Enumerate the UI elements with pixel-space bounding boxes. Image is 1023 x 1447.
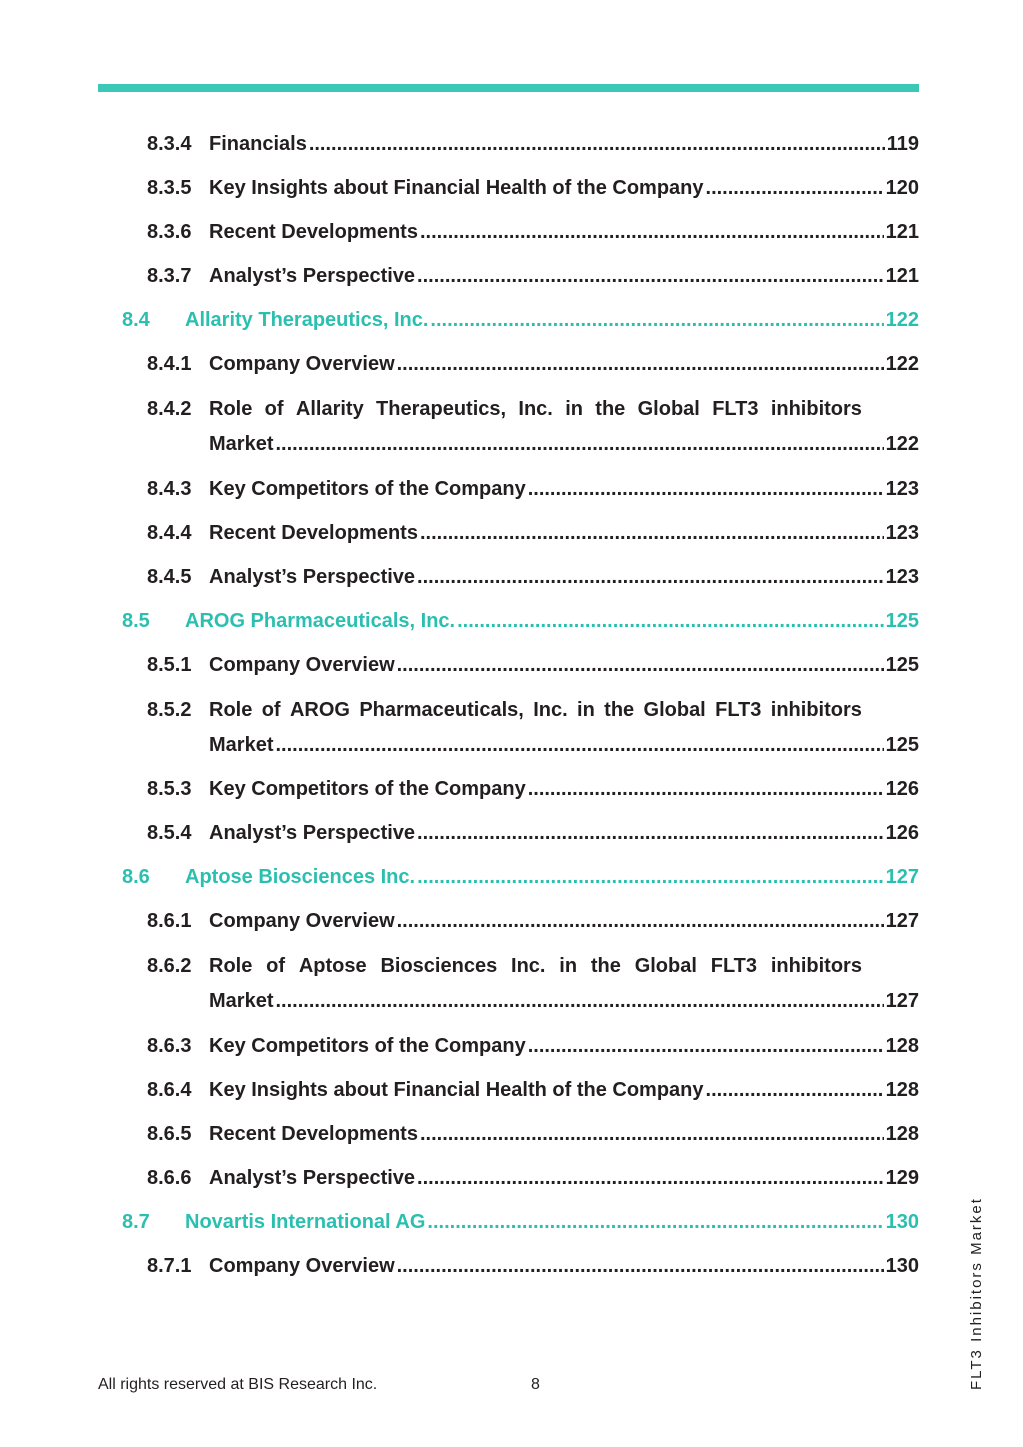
toc-page: 128 <box>885 1035 919 1057</box>
toc-number: 8.6 <box>122 866 150 888</box>
toc-section-8-7[interactable] <box>122 1210 919 1234</box>
toc-section-8-4[interactable] <box>122 308 919 332</box>
toc-title: Company Overview <box>209 910 395 932</box>
dot-leader <box>397 1254 884 1278</box>
toc-number: 8.3.6 <box>147 221 192 243</box>
toc-number: 8.3.7 <box>147 265 192 287</box>
toc-title-word: Global <box>637 398 700 420</box>
dot-leader <box>397 909 884 933</box>
toc-number: 8.6.1 <box>147 910 192 932</box>
toc-page: 119 <box>886 133 919 155</box>
toc-page: 126 <box>885 822 919 844</box>
toc-page: 129 <box>885 1167 919 1189</box>
dot-leader <box>417 565 884 589</box>
toc-title-word: Biosciences <box>380 955 498 977</box>
toc-number: 8.6.5 <box>147 1123 192 1145</box>
toc-title <box>209 698 862 722</box>
toc-title-word: inhibitors <box>770 398 862 420</box>
toc-entry-8-6-2[interactable] <box>147 954 919 1013</box>
toc-number: 8.6.2 <box>147 955 192 977</box>
toc-title-word: Global <box>643 699 706 721</box>
side-report-title: FLT3 Inhibitors Market <box>968 1197 985 1390</box>
toc-page: 123 <box>885 522 919 544</box>
toc-title <box>209 954 862 978</box>
toc-title-word: AROG <box>289 699 350 721</box>
toc-title: Recent Developments <box>209 221 418 243</box>
toc-title: Aptose Biosciences Inc. <box>185 866 416 888</box>
toc-title-word: in <box>559 955 578 977</box>
dot-leader <box>528 1034 884 1058</box>
toc-number: 8.5.3 <box>147 778 192 800</box>
dot-leader <box>528 777 884 801</box>
toc-title-word: Inc. <box>511 955 546 977</box>
toc-page: 127 <box>885 910 919 932</box>
dot-leader <box>275 432 883 456</box>
toc-title-word: inhibitors <box>770 699 862 721</box>
toc-page: 125 <box>885 734 919 756</box>
toc-entry-8-6-3[interactable] <box>147 1034 919 1058</box>
toc-number: 8.4.2 <box>147 398 192 420</box>
toc-title-word: FLT3 <box>710 955 758 977</box>
toc-entry-8-4-3[interactable] <box>147 477 919 501</box>
toc-number: 8.7 <box>122 1211 150 1233</box>
toc-title-word: Role <box>209 699 253 721</box>
toc-page: 121 <box>885 221 919 243</box>
footer-rights: All rights reserved at BIS Research Inc. <box>98 1376 378 1393</box>
toc-title: Company Overview <box>209 353 395 375</box>
toc-title-word: Global <box>634 955 697 977</box>
dot-leader <box>275 733 883 757</box>
page-number: 8 <box>531 1376 540 1393</box>
toc-title-word: FLT3 <box>712 398 759 420</box>
dot-leader <box>397 653 884 677</box>
toc-title-word: in <box>565 398 583 420</box>
toc-number: 8.3.4 <box>147 133 192 155</box>
dot-leader <box>397 352 884 376</box>
toc-page: 123 <box>885 478 919 500</box>
toc-section-8-6[interactable] <box>122 865 919 889</box>
toc-title-continued: Market <box>209 990 274 1012</box>
toc-number: 8.4 <box>122 309 150 331</box>
toc-number: 8.6.6 <box>147 1167 192 1189</box>
toc-title-word: the <box>604 699 635 721</box>
toc-number: 8.4.3 <box>147 478 192 500</box>
toc-entry-8-5-1[interactable] <box>147 653 919 677</box>
toc-title-word: Allarity <box>295 398 364 420</box>
toc-page: 122 <box>885 433 919 455</box>
toc-number: 8.4.1 <box>147 353 192 375</box>
toc-page: 128 <box>885 1079 919 1101</box>
toc-page: 122 <box>885 309 919 331</box>
toc-title-word: Aptose <box>298 955 367 977</box>
toc-title-word: FLT3 <box>715 699 762 721</box>
dot-leader <box>420 521 884 545</box>
dot-leader <box>528 477 884 501</box>
toc-title: Key Competitors of the Company <box>209 478 526 500</box>
toc-title: Key Competitors of the Company <box>209 778 526 800</box>
toc-title: Recent Developments <box>209 522 418 544</box>
toc-page: 128 <box>885 1123 919 1145</box>
toc-title-word: Role <box>209 398 253 420</box>
dot-leader <box>417 865 884 889</box>
toc-entry-8-4-2[interactable] <box>147 397 919 456</box>
toc-entry-8-4-4[interactable] <box>147 521 919 545</box>
toc-title-word: the <box>590 955 621 977</box>
toc-title <box>209 397 862 421</box>
dot-leader <box>417 1166 884 1190</box>
toc-title: Company Overview <box>209 654 395 676</box>
toc-entry-8-6-6[interactable] <box>147 1166 919 1190</box>
toc-title-word: Pharmaceuticals, <box>359 699 524 721</box>
dot-leader <box>706 1078 884 1102</box>
toc-entry-8-5-3[interactable] <box>147 777 919 801</box>
toc-page: 130 <box>885 1255 919 1277</box>
toc-title: Recent Developments <box>209 1123 418 1145</box>
toc-number: 8.7.1 <box>147 1255 192 1277</box>
toc-page: 126 <box>885 778 919 800</box>
toc-title: Key Insights about Financial Health of the Company <box>209 1079 704 1101</box>
toc-title: Analyst’s Perspective <box>209 822 416 844</box>
toc-number: 8.3.5 <box>147 177 192 199</box>
toc-title-word: Inc. <box>533 699 568 721</box>
dot-leader <box>309 132 885 156</box>
toc-page: 121 <box>885 265 919 287</box>
toc-page: 125 <box>885 610 919 632</box>
toc-entry-8-5-2[interactable] <box>147 698 919 757</box>
toc-page: 127 <box>885 990 919 1012</box>
toc-entry-8-6-5[interactable] <box>147 1122 919 1146</box>
toc-title: Company Overview <box>209 1255 395 1277</box>
toc-page: 122 <box>885 353 919 375</box>
toc-title: Novartis International AG <box>185 1211 426 1233</box>
dot-leader <box>706 176 884 200</box>
toc-section-8-5[interactable] <box>122 609 919 633</box>
dot-leader <box>275 989 883 1013</box>
toc-entry-8-3-6[interactable] <box>147 220 919 244</box>
toc-title-word: of <box>261 699 281 721</box>
toc-title-word: Inc. <box>518 398 553 420</box>
toc-entry-8-5-4[interactable] <box>147 821 919 845</box>
toc-number: 8.4.5 <box>147 566 192 588</box>
toc-number: 8.5 <box>122 610 150 632</box>
toc-number: 8.5.2 <box>147 699 192 721</box>
toc-title: Allarity Therapeutics, Inc. <box>185 309 429 331</box>
toc-title-word: inhibitors <box>770 955 862 977</box>
dot-leader <box>417 264 884 288</box>
toc-title: Analyst’s Perspective <box>209 566 416 588</box>
toc-number: 8.4.4 <box>147 522 192 544</box>
toc-title: Key Insights about Financial Health of the Company <box>209 177 704 199</box>
toc-title: Key Competitors of the Company <box>209 1035 526 1057</box>
dot-leader <box>420 1122 884 1146</box>
toc-number: 8.5.4 <box>147 822 192 844</box>
toc-title: Analyst’s Perspective <box>209 265 416 287</box>
toc-number: 8.6.3 <box>147 1035 192 1057</box>
dot-leader <box>457 609 884 633</box>
toc-title-continued: Market <box>209 433 274 455</box>
toc-page: 123 <box>885 566 919 588</box>
toc-entry-8-6-4[interactable] <box>147 1078 919 1102</box>
toc-number: 8.5.1 <box>147 654 192 676</box>
toc-title-word: of <box>264 398 284 420</box>
toc-entry-8-4-1[interactable] <box>147 352 919 376</box>
dot-leader <box>430 308 883 332</box>
dot-leader <box>420 220 884 244</box>
toc-page: 127 <box>885 866 919 888</box>
toc-title: AROG Pharmaceuticals, Inc. <box>185 610 456 632</box>
toc-title: Analyst’s Perspective <box>209 1167 416 1189</box>
toc-entry-8-3-5[interactable] <box>147 176 919 200</box>
dot-leader <box>427 1210 883 1234</box>
toc-entry-8-4-5[interactable] <box>147 565 919 589</box>
toc-page: 120 <box>885 177 919 199</box>
toc-title-word: Role <box>209 955 253 977</box>
toc-entry-8-6-1[interactable] <box>147 909 919 933</box>
toc-title-word: Therapeutics, <box>376 398 507 420</box>
toc-entry-8-3-7[interactable] <box>147 264 919 288</box>
toc-entry-8-3-4[interactable] <box>147 132 919 156</box>
toc-page: 130 <box>885 1211 919 1233</box>
toc-title-word: of <box>266 955 286 977</box>
toc-title: Financials <box>209 133 307 155</box>
toc-page: 125 <box>885 654 919 676</box>
toc-title-word: the <box>595 398 626 420</box>
toc-title-continued: Market <box>209 734 274 756</box>
toc-entry-8-7-1[interactable] <box>147 1254 919 1278</box>
toc-number: 8.6.4 <box>147 1079 192 1101</box>
dot-leader <box>417 821 884 845</box>
toc-title-word: in <box>577 699 595 721</box>
